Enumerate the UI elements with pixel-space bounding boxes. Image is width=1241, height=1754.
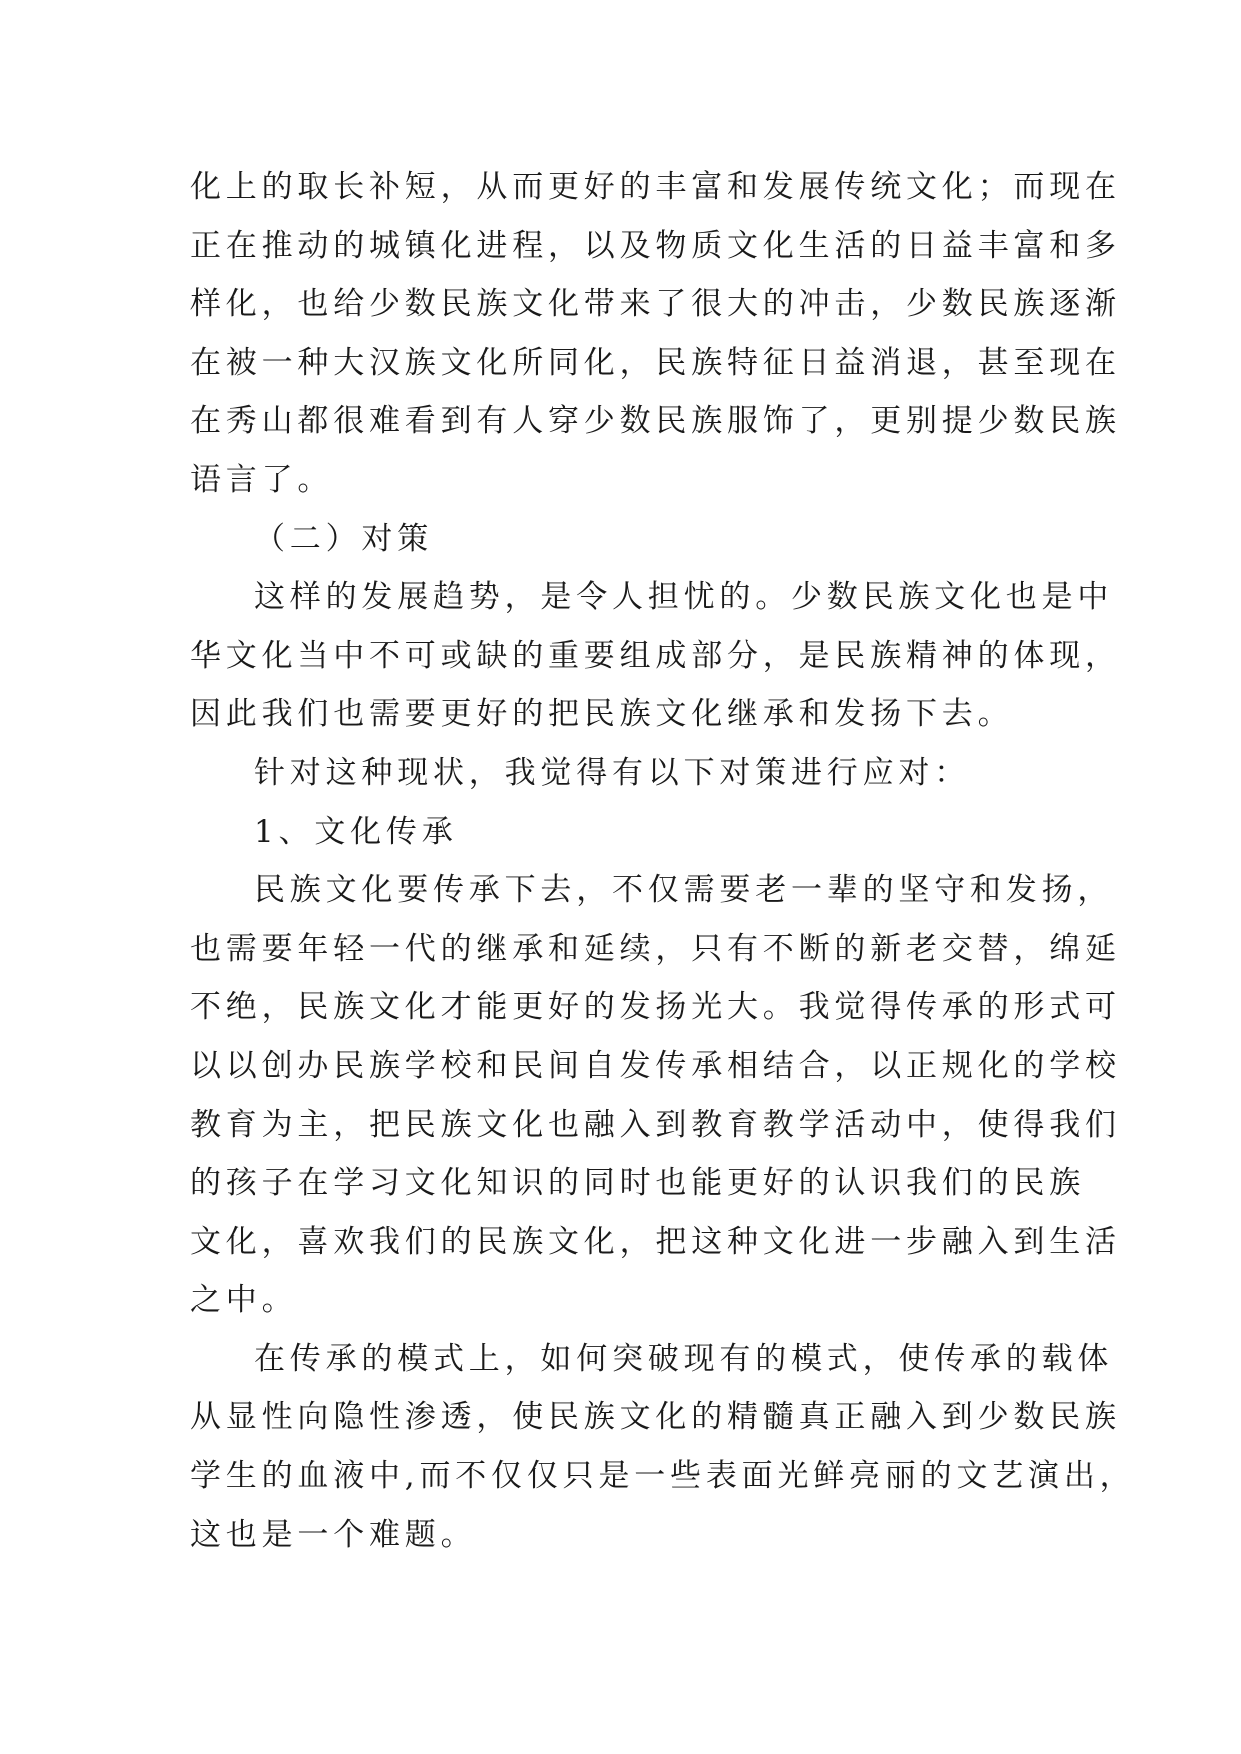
paragraph [190,158,1121,510]
text-line: 在被一种大汉族文化所同化，民族特征日益消退，甚至现在 [190,344,1121,381]
paragraph [190,861,1121,1330]
section-heading-text: （二）对策 [254,520,433,557]
text-line: 的孩子在学习文化知识的同时也能更好的认识我们的民族 [190,1165,1085,1202]
text-line: 语言了。 [190,461,334,498]
text-line: 这样的发展趋势，是令人担忧的。少数民族文化也是中 [254,579,1114,616]
text-line: 之中。 [190,1282,298,1319]
text-line: 在秀山都很难看到有人穿少数民族服饰了，更别提少数民族 [190,403,1121,440]
text-line: 以以创办民族学校和民间自发传承相结合，以正规化的学校 [190,1047,1121,1084]
document-body [190,158,1136,1564]
subsection-heading-text: 1、文化传承 [254,813,458,850]
text-line: 民族文化要传承下去，不仅需要老一辈的坚守和发扬， [254,872,1114,909]
paragraph [190,744,1050,803]
text-line: 不绝，民族文化才能更好的发扬光大。我觉得传承的形式可 [190,989,1121,1026]
text-line: 在传承的模式上，如何突破现有的模式，使传承的载体 [254,1340,1114,1377]
text-line: 化上的取长补短，从而更好的丰富和发展传统文化；而现在 [190,169,1121,205]
text-line: 华文化当中不可或缺的重要组成部分，是民族精神的体现， [190,637,1121,674]
text-line: 这也是一个难题。 [190,1516,477,1553]
section-heading [190,510,1050,569]
text-line: 从显性向隐性渗透，使民族文化的精髓真正融入到少数民族 [190,1399,1121,1436]
text-line: 样化，也给少数民族文化带来了很大的冲击，少数民族逐渐 [190,286,1121,323]
text-line: 学生的血液中,而不仅仅只是一些表面光鲜亮丽的文艺演出， [190,1458,1136,1495]
text-line: 因此我们也需要更好的把民族文化继承和发扬下去。 [190,696,1014,733]
paragraph [190,1330,1136,1564]
text-line: 也需要年轻一代的继承和延续，只有不断的新老交替，绵延 [190,930,1121,967]
text-line: 针对这种现状，我觉得有以下对策进行应对： [254,754,970,791]
text-line: 教育为主，把民族文化也融入到教育教学活动中，使得我们 [190,1106,1121,1143]
paragraph [190,568,1121,744]
subsection-heading [190,803,1050,862]
text-line: 正在推动的城镇化进程，以及物质文化生活的日益丰富和多 [190,227,1121,264]
text-line: 文化，喜欢我们的民族文化，把这种文化进一步融入到生活 [190,1223,1121,1260]
